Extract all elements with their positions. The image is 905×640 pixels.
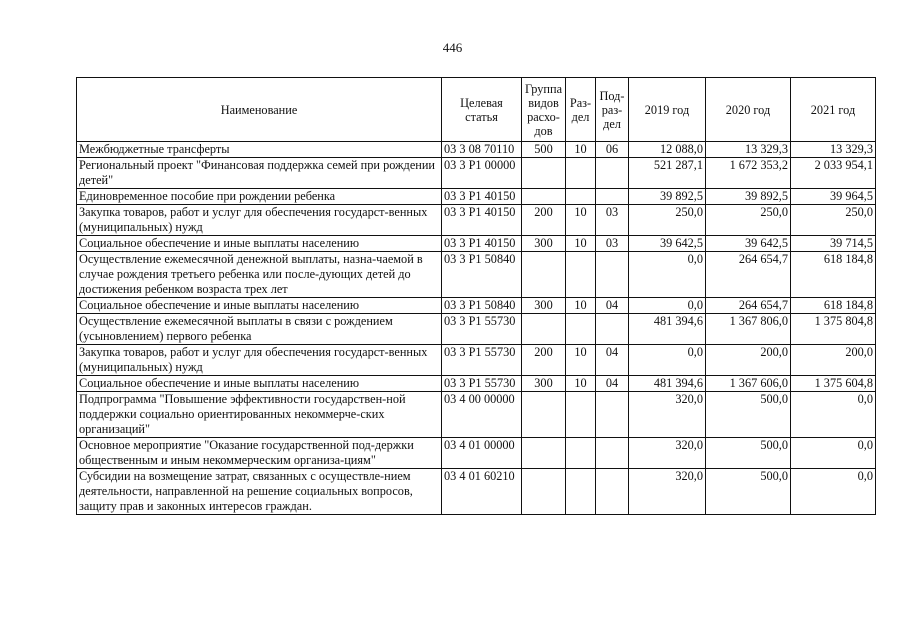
row-2021: 2 033 954,1 (791, 158, 876, 189)
row-subsection (596, 189, 629, 205)
table-row (77, 376, 876, 392)
table-row (77, 158, 876, 189)
row-code: 03 3 08 70110 (442, 142, 522, 158)
header-2019: 2019 год (629, 78, 706, 142)
page-number: 446 (442, 40, 463, 55)
row-2021: 0,0 (791, 392, 876, 438)
row-section: 10 (566, 376, 596, 392)
row-subsection (596, 438, 629, 469)
row-2019: 320,0 (629, 438, 706, 469)
row-code: 03 3 P1 55730 (442, 376, 522, 392)
row-subsection: 04 (596, 298, 629, 314)
row-code: 03 3 P1 40150 (442, 236, 522, 252)
row-subsection (596, 158, 629, 189)
row-subsection (596, 469, 629, 515)
row-2019: 250,0 (629, 205, 706, 236)
row-name: Подпрограмма "Повышение эффективности государствен-ной поддержки социально ориентированных некоммерче-ских организаций" (77, 392, 442, 438)
row-group (522, 252, 566, 298)
row-code: 03 3 P1 40150 (442, 189, 522, 205)
table-row (77, 314, 876, 345)
row-2019: 320,0 (629, 469, 706, 515)
row-2019: 481 394,6 (629, 314, 706, 345)
row-code: 03 4 00 00000 (442, 392, 522, 438)
header-2021: 2021 год (791, 78, 876, 142)
row-section (566, 314, 596, 345)
row-section: 10 (566, 205, 596, 236)
row-group: 300 (522, 236, 566, 252)
row-section (566, 469, 596, 515)
row-subsection (596, 392, 629, 438)
row-2020: 1 367 606,0 (706, 376, 791, 392)
row-2020: 39 642,5 (706, 236, 791, 252)
row-2021: 618 184,8 (791, 298, 876, 314)
header-name: Наименование (77, 78, 442, 142)
row-subsection (596, 252, 629, 298)
row-name: Социальное обеспечение и иные выплаты населению (77, 236, 442, 252)
row-2019: 39 642,5 (629, 236, 706, 252)
row-group: 200 (522, 345, 566, 376)
table-row (77, 205, 876, 236)
row-2021: 0,0 (791, 438, 876, 469)
row-section (566, 438, 596, 469)
table-header-row (77, 78, 876, 142)
table-row (77, 469, 876, 515)
row-2019: 39 892,5 (629, 189, 706, 205)
table-row (77, 252, 876, 298)
row-2020: 250,0 (706, 205, 791, 236)
row-2021: 250,0 (791, 205, 876, 236)
row-2020: 500,0 (706, 469, 791, 515)
row-2020: 1 367 806,0 (706, 314, 791, 345)
row-2019: 12 088,0 (629, 142, 706, 158)
row-code: 03 3 P1 50840 (442, 298, 522, 314)
budget-table (76, 77, 876, 515)
table-row (77, 236, 876, 252)
row-section: 10 (566, 345, 596, 376)
row-2020: 500,0 (706, 392, 791, 438)
row-subsection: 03 (596, 205, 629, 236)
row-name: Региональный проект "Финансовая поддержка семей при рождении детей" (77, 158, 442, 189)
row-subsection: 04 (596, 376, 629, 392)
row-2020: 1 672 353,2 (706, 158, 791, 189)
row-subsection (596, 314, 629, 345)
row-2019: 0,0 (629, 345, 706, 376)
row-group (522, 189, 566, 205)
row-subsection: 03 (596, 236, 629, 252)
row-2021: 39 964,5 (791, 189, 876, 205)
row-name: Субсидии на возмещение затрат, связанных с осуществле-нием деятельности, направленной на решение социальных вопросов, защиту прав и законных интересов граждан. (77, 469, 442, 515)
row-2019: 0,0 (629, 298, 706, 314)
table-row (77, 142, 876, 158)
row-code: 03 4 01 60210 (442, 469, 522, 515)
row-name: Единовременное пособие при рождении ребенка (77, 189, 442, 205)
row-section: 10 (566, 236, 596, 252)
header-expense-group: Группа видов расхо-дов (522, 78, 566, 142)
row-2019: 320,0 (629, 392, 706, 438)
row-subsection: 04 (596, 345, 629, 376)
table-row (77, 438, 876, 469)
row-group (522, 392, 566, 438)
row-2020: 39 892,5 (706, 189, 791, 205)
row-2019: 521 287,1 (629, 158, 706, 189)
row-name: Социальное обеспечение и иные выплаты населению (77, 376, 442, 392)
row-section: 10 (566, 298, 596, 314)
row-section (566, 392, 596, 438)
row-2020: 13 329,3 (706, 142, 791, 158)
row-2021: 618 184,8 (791, 252, 876, 298)
row-group (522, 469, 566, 515)
row-name: Закупка товаров, работ и услуг для обеспечения государст-венных (муниципальных) нужд (77, 205, 442, 236)
row-2019: 481 394,6 (629, 376, 706, 392)
row-2020: 264 654,7 (706, 252, 791, 298)
row-group: 500 (522, 142, 566, 158)
row-code: 03 3 P1 40150 (442, 205, 522, 236)
row-section: 10 (566, 142, 596, 158)
table-row (77, 189, 876, 205)
row-code: 03 3 P1 55730 (442, 345, 522, 376)
header-target-article: Целевая статья (442, 78, 522, 142)
row-2021: 13 329,3 (791, 142, 876, 158)
table-row (77, 298, 876, 314)
row-2021: 1 375 604,8 (791, 376, 876, 392)
row-2020: 200,0 (706, 345, 791, 376)
row-group (522, 438, 566, 469)
row-code: 03 3 P1 00000 (442, 158, 522, 189)
header-subsection: Под-раз-дел (596, 78, 629, 142)
row-2021: 200,0 (791, 345, 876, 376)
row-section (566, 158, 596, 189)
row-code: 03 4 01 00000 (442, 438, 522, 469)
row-name: Межбюджетные трансферты (77, 142, 442, 158)
row-group: 300 (522, 376, 566, 392)
row-name: Социальное обеспечение и иные выплаты населению (77, 298, 442, 314)
row-2021: 0,0 (791, 469, 876, 515)
row-2021: 39 714,5 (791, 236, 876, 252)
table-row (77, 345, 876, 376)
row-2020: 500,0 (706, 438, 791, 469)
table-row (77, 392, 876, 438)
row-section (566, 252, 596, 298)
row-group (522, 314, 566, 345)
row-section (566, 189, 596, 205)
row-subsection: 06 (596, 142, 629, 158)
row-name: Основное мероприятие "Оказание государственной под-держки общественным и иным некоммерческим организа-циям" (77, 438, 442, 469)
header-section: Раз-дел (566, 78, 596, 142)
row-name: Осуществление ежемесячной денежной выплаты, назна-чаемой в случае рождения третьего ребенка или после-дующих детей до достижения ребенком возраста трех лет (77, 252, 442, 298)
header-2020: 2020 год (706, 78, 791, 142)
row-2020: 264 654,7 (706, 298, 791, 314)
row-code: 03 3 P1 50840 (442, 252, 522, 298)
row-2019: 0,0 (629, 252, 706, 298)
row-group: 200 (522, 205, 566, 236)
row-name: Осуществление ежемесячной выплаты в связи с рождением (усыновлением) первого ребенка (77, 314, 442, 345)
row-group (522, 158, 566, 189)
row-group: 300 (522, 298, 566, 314)
row-code: 03 3 P1 55730 (442, 314, 522, 345)
row-2021: 1 375 804,8 (791, 314, 876, 345)
row-name: Закупка товаров, работ и услуг для обеспечения государст-венных (муниципальных) нужд (77, 345, 442, 376)
